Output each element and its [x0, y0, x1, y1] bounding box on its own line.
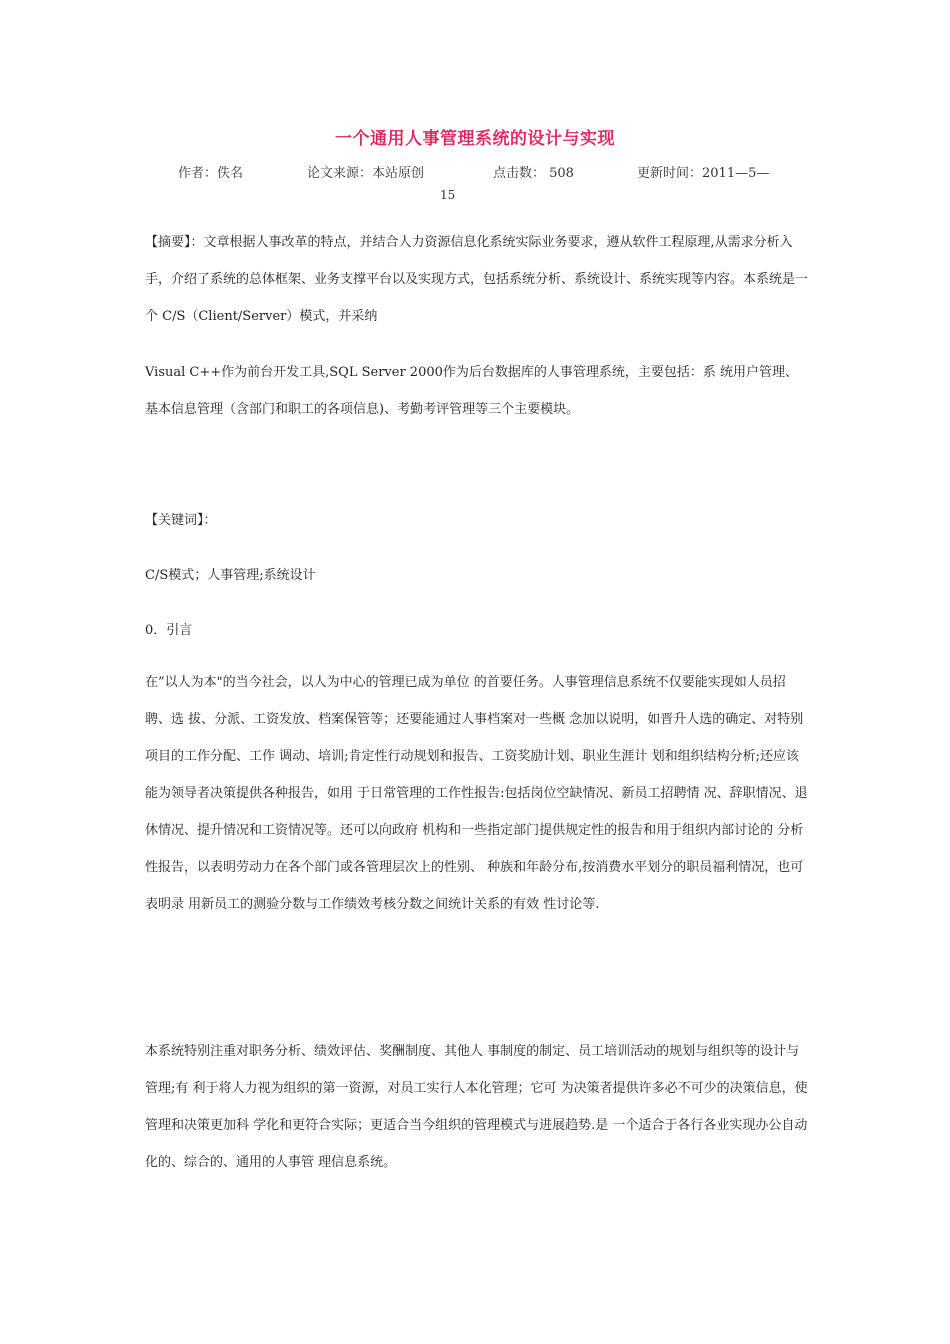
- section-heading-introduction: 0．引言: [145, 623, 193, 638]
- abstract-paragraph-1: 【摘要】：文章根据人事改革的特点，并结合人力资源信息化系统实际业务要求，遵从软件工程原理,从需求分析入 手，介绍了系统的总体框架、业务支撑平台以及实现方式，包括系统分析、系统设计、系统实现等内容。本系统是一个 C/S（Client/Server）模式，并采纳: [145, 235, 809, 324]
- article-title: 一个通用人事管理系统的设计与实现: [335, 129, 615, 149]
- meta-updated: 更新时间：2011—5—: [637, 166, 770, 181]
- keywords-value: C/S模式；人事管理;系统设计: [145, 568, 316, 583]
- meta-updated-wrap: 15: [440, 188, 456, 202]
- abstract-paragraph-2: Visual C++作为前台开发工具,SQL Server 2000作为后台数据库的人事管理系统，主要包括：系 统用户管理、基本信息管理（含部门和职工的各项信息)、考勤考评管理等三个主要模块。: [145, 365, 799, 417]
- meta-author: 作者：佚名: [178, 166, 244, 181]
- body-paragraph-1: 在”以人为本"的当今社会，以人为中心的管理已成为单位 的首要任务。人事管理信息系统不仅要能实现如人员招聘、选 拔、分派、工资发放、档案保管等；还要能通过人事档案对一些概 念加以说明，如晋升人选的确定、对特别项目的工作分配、工作 调动、培训;肯定性行动规划和报告、工资奖励计划、职业生涯计 划和组织结构分析;还应该能为领导者决策提供各种报告，如用 于日常管理的工作性报告:包括岗位空缺情况、新员工招聘情 况、辞职情况、退休情况、提升情况和工资情况等。还可以向政府 机构和一些指定部门提供规定性的报告和用于组织内部讨论的 分析性报告，以表明劳动力在各个部门或各管理层次上的性别、 种族和年龄分布,按消费水平划分的职员福利情况，也可表明录 用新员工的测验分数与工作绩效考核分数之间统计关系的有效 性讨论等.: [145, 675, 808, 912]
- meta-source: 论文来源：本站原创: [307, 166, 425, 181]
- meta-clicks: 点击数： 508: [493, 166, 574, 181]
- keywords-label: 【关键词】：: [145, 513, 217, 528]
- body-paragraph-2: 本系统特别注重对职务分析、绩效评估、奖酬制度、其他人 事制度的制定、员工培训活动的规划与组织等的设计与管理;有 利于将人力视为组织的第一资源，对员工实行人本化管理；它可 为决策者提供许多必不可少的决策信息，使管理和决策更加科 学化和更符合实际；更适合当今组织的管理模式与进展趋势.是 一个适合于各行各业实现办公自动化的、综合的、通用的人事管 理信息系统。: [145, 1044, 808, 1170]
